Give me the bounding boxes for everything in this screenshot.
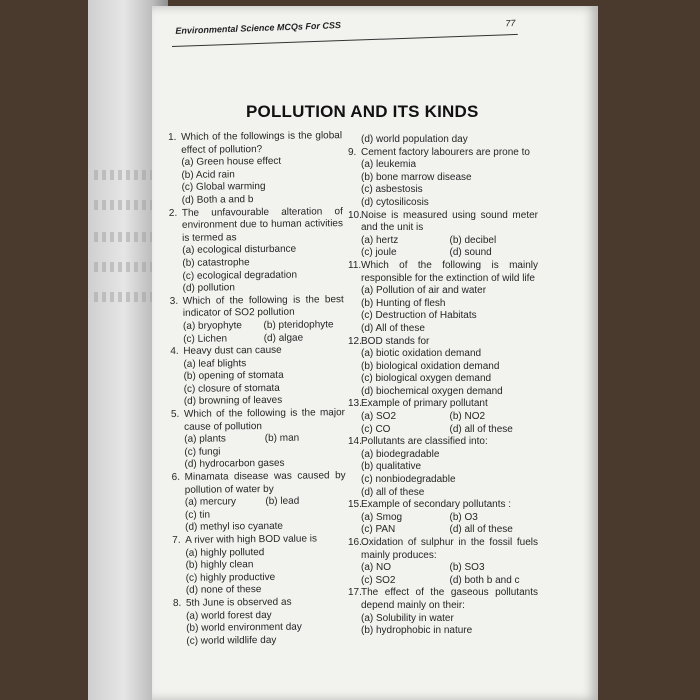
answer-option: (c) nonbiodegradable [361,474,456,486]
answer-option: (b) opening of stomata [183,370,284,383]
answer-option: (c) asbestosis [361,184,423,196]
question-number: 1. [168,131,177,143]
answer-option: (a) mercury [184,496,237,509]
option-row [185,495,346,509]
question-item [170,344,345,409]
question-text [168,205,344,245]
answer-option: (d) all of these [449,423,513,435]
answer-option: (c) fungi [184,446,221,458]
answer-option: (d) all of these [361,486,425,498]
option-row [184,432,345,446]
answer-option: (a) hertz [361,234,399,246]
answer-option: (d) world population day [361,134,468,145]
question-stem: The effect of the gaseous pollutants depend mainly on their: [361,587,538,611]
answer-option: (a) Smog [361,511,403,523]
answer-option: (d) methyl iso cyanate [185,521,284,534]
option-row [361,424,538,437]
answer-option: (d) all of these [449,524,513,536]
answer-option: (b) pteridophyte [263,319,334,331]
option-row [183,332,344,346]
answer-option: (a) biodegradable [361,448,440,460]
question-item [169,206,344,296]
question-text [348,436,538,449]
question-stem: Cement factory labourers are prone to [361,146,530,158]
answer-option: (a) Pollution of air and water [361,285,487,297]
answer-option: (a) world forest day [186,609,272,622]
question-stem: Noise is measured using sound meter and the unit is [361,209,538,234]
answer-option: (c) tin [184,509,211,521]
question-stem: Example of primary pollutant [361,398,488,410]
answer-option: (d) cytosilicosis [361,196,429,208]
answer-option: (a) Green house effect [181,156,282,169]
question-text [348,335,538,349]
question-item [348,398,538,436]
question-number: 13. [348,398,362,410]
question-stem: The unfavourable alteration of environment due to human activities is termed as [181,205,344,244]
answer-option: (b) O3 [449,511,478,523]
question-item [172,533,347,598]
question-stem: Heavy dust can cause [183,344,282,357]
question-number: 6. [171,471,181,484]
option-row [361,247,538,260]
answer-option: (c) Lichen [183,332,228,345]
answer-option: (c) CO [361,423,391,435]
answer-option: (c) Destruction of Habitats [361,310,477,322]
question-item [348,210,538,260]
question-item [168,130,343,207]
question-text [348,398,538,411]
answer-option: (b) qualitative [361,461,422,473]
answer-option: (d) none of these [185,584,262,597]
question-item [173,596,348,648]
question-item [348,147,538,210]
answer-option: (d) algae [263,332,304,344]
answer-option: (c) joule [361,247,397,259]
option-row [361,562,538,575]
answer-option: (a) bryophyte [182,320,243,332]
page-title: POLLUTION AND ITS KINDS [246,102,479,121]
page-number: 77 [505,18,516,29]
answer-option: (d) pollution [182,282,235,294]
option-row [361,235,538,248]
answer-option: (c) PAN [361,524,396,536]
answer-option: (a) ecological disturbance [182,244,297,257]
answer-option: (b) Hunting of flesh [361,297,446,309]
answer-option: (d) Both a and b [181,194,254,206]
question-text [348,209,538,235]
question-item [348,499,538,537]
answer-option: (a) plants [184,433,226,446]
option-row [361,512,538,525]
question-stem: Which of the following is the best indicator of SO2 pollution [182,293,344,320]
question-stem: Example of secondary pollutants : [361,499,512,511]
answer-option: (b) man [264,432,300,445]
question-number: 16. [348,537,362,548]
question-number: 8. [172,597,182,609]
question-number: 4. [170,345,179,358]
question-item [170,294,345,346]
question-text [168,130,343,157]
question-number: 10. [348,209,362,221]
question-item [348,260,538,336]
answer-option: (c) world wildlife day [186,634,277,647]
answer-option: (a) SO2 [361,411,397,423]
answer-option: (b) Acid rain [181,169,235,181]
answer-option: (d) browning of leaves [183,395,283,408]
question-number: 11. [348,259,362,271]
header-title: Environmental Science MCQs For CSS [175,20,342,36]
answer-option: (a) Solubility in water [361,612,454,624]
question-item [348,436,538,499]
question-number: 7. [172,534,181,546]
question-item [348,134,538,147]
answer-option: (b) world environment day [186,621,302,634]
answer-option: (a) biotic oxidation demand [361,348,482,360]
question-text [348,259,538,285]
question-stem: Pollutants are classified into: [361,436,488,448]
answer-option: (a) NO [361,562,391,574]
answer-option: (b) SO3 [449,562,485,574]
answer-option: (a) leaf blights [183,357,247,370]
answer-option: (d) both b and c [449,574,520,586]
question-item [172,470,347,535]
question-number: 14. [348,436,362,448]
question-item [171,407,346,472]
question-stem: Which of the following is mainly responsible for the extinction of wild life [361,259,538,284]
answer-option: (b) hydrophobic in nature [361,625,473,637]
question-text [348,499,538,512]
question-item [348,537,538,587]
answer-option: (a) leukemia [361,159,417,171]
right-question-column [348,134,538,638]
question-item [348,587,538,637]
question-number: 5. [170,408,180,421]
answer-option: (c) biological oxygen demand [361,373,492,385]
question-number: 3. [169,295,179,307]
question-text [348,537,538,562]
answer-option: (b) decibel [449,234,497,246]
answer-option: (b) highly clean [185,559,254,572]
question-text [171,470,346,497]
answer-option: (d) hydrocarbon gases [184,458,285,471]
answer-option: (d) All of these [361,322,425,334]
question-stem: 5th June is observed as [185,596,292,609]
answer-option: (b) NO2 [449,411,486,423]
question-stem: Which of the following is the major cause of pollution [183,407,346,433]
answer-option: (c) ecological degradation [182,269,298,282]
answer-option: (b) biological oxidation demand [361,360,500,372]
answer-option: (a) highly polluted [185,546,265,559]
answer-option: (b) catastrophe [182,257,250,269]
answer-option: (c) closure of stomata [183,382,280,395]
answer-option: (c) highly productive [185,571,276,584]
question-number: 9. [348,146,357,158]
question-stem: Oxidation of sulphur in the fossil fuels mainly produces: [361,537,538,561]
answer-option: (d) biochemical oxygen demand [361,385,503,397]
question-number: 2. [168,207,178,219]
option-row [361,411,538,424]
question-stem: BOD stands for [361,335,430,347]
option-row [361,524,538,537]
question-text [169,293,344,321]
question-number: 12. [348,335,362,347]
question-stem: Which of the followings is the global effect of pollution? [180,130,343,156]
question-text [348,587,538,612]
question-text [348,146,538,160]
question-number: 15. [348,499,362,511]
answer-option: (d) sound [449,247,492,259]
option-row [361,575,538,588]
question-number: 17. [348,587,362,599]
left-question-column [168,130,347,648]
answer-option: (b) bone marrow disease [361,171,472,183]
question-stem: A river with high BOD value is [185,533,318,546]
question-item [348,336,538,399]
question-text [170,407,346,434]
answer-option: (c) Global warming [181,181,266,194]
answer-option: (b) lead [265,495,300,508]
answer-option: (c) SO2 [361,574,396,586]
question-stem: Minamata disease was caused by pollution of water by [184,470,346,496]
